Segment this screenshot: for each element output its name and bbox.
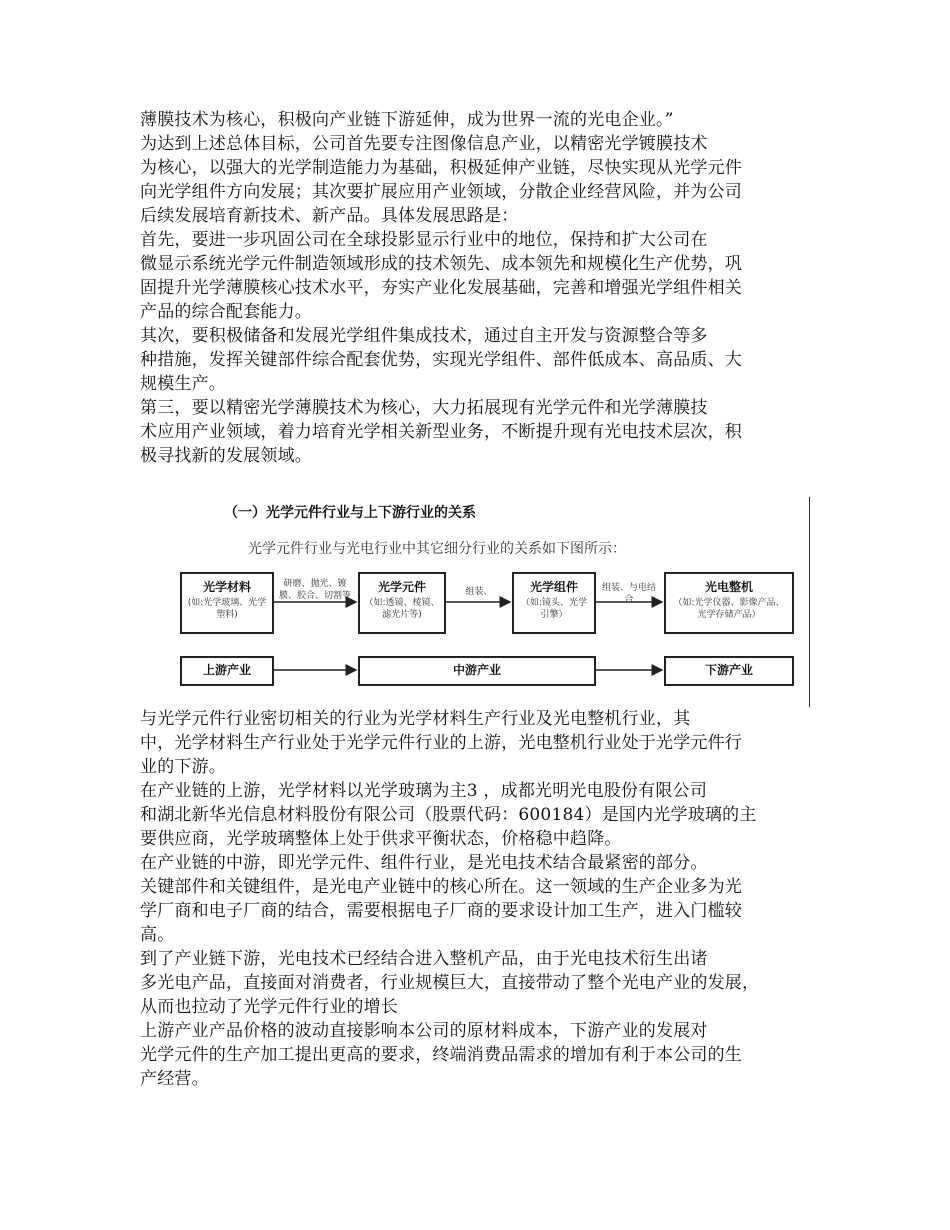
text-line: 首先，要进一步巩固公司在全球投影显示行业中的地位，保持和扩大公司在 xyxy=(140,230,708,250)
text-line: 产品的综合配套能力。 xyxy=(140,302,312,322)
industry-midstream: 中游产业 xyxy=(358,656,596,686)
box-title: 光学组件 xyxy=(529,580,578,594)
box-subtitle: （如:透镜、棱镜、滤光片等) xyxy=(364,598,440,620)
box-optical-material xyxy=(180,572,274,634)
text-line: 在产业链的中游，即光学元件、组件行业，是光电技术结合最紧密的部分。 xyxy=(140,853,708,873)
box-subtitle: (如:光学玻璃、光学塑料) xyxy=(187,598,267,620)
text-line: 上游产业产品价格的波动直接影响本公司的原材料成本，下游产业的发展对 xyxy=(140,1021,708,1041)
text-line: 从而也拉动了光学元件行业的增长 xyxy=(140,997,398,1017)
flow-label-electric: 组装、与电结合 xyxy=(601,583,656,605)
text-line: 要供应商，光学玻璃整体上处于供求平衡状态，价格稳中趋降。 xyxy=(140,829,622,849)
box-title: 光学材料 xyxy=(202,580,251,594)
text-line: 关键部件和关键组件，是光电产业链中的核心所在。这一领域的生产企业多为光 xyxy=(140,877,742,897)
text-line: 其次，要积极储备和发展光学组件集成技术，通过自主开发与资源整合等多 xyxy=(140,326,708,346)
text-line: 多光电产品，直接面对消费者，行业规模巨大，直接带动了整个光电产业的发展， xyxy=(140,973,760,993)
text-line: 规模生产。 xyxy=(140,374,226,394)
text-line: 与光学元件行业密切相关的行业为光学材料生产行业及光电整机行业，其 xyxy=(140,709,691,729)
text-line: 术应用产业领域，着力培育光学相关新型业务，不断提升现有光电技术层次，积 xyxy=(140,422,742,442)
text-line: 向光学组件方向发展；其次要扩展应用产业领域，分散企业经营风险，并为公司 xyxy=(140,182,742,202)
text-line: 为达到上述总体目标，公司首先要专注图像信息产业，以精密光学镀膜技术 xyxy=(140,134,708,154)
box-title: 光学元件 xyxy=(377,580,426,594)
text-line: 到了产业链下游，光电技术已经结合进入整机产品，由于光电技术衍生出诸 xyxy=(140,949,708,969)
box-optoelectronic-machine xyxy=(664,572,794,634)
box-optical-component xyxy=(512,572,596,634)
text-line: 极寻找新的发展领域。 xyxy=(140,446,312,466)
box-title: 光电整机 xyxy=(704,580,753,594)
text-line: 固提升光学薄膜核心技术水平，夯实产业化发展基础，完善和增强光学组件相关 xyxy=(140,278,742,298)
text-line: 第三，要以精密光学薄膜技术为核心，大力拓展现有光学元件和光学薄膜技 xyxy=(140,398,708,418)
text-line: 为核心，以强大的光学制造能力为基础，积极延伸产业链，尽快实现从光学元件 xyxy=(140,158,742,178)
text-line: 业的下游。 xyxy=(140,757,226,777)
figure-heading: （一）光学元件行业与上下游行业的关系 xyxy=(224,505,476,521)
figure-caption: 光学元件行业与光电行业中其它细分行业的关系如下图所示： xyxy=(248,541,626,557)
text-line: 光学元件的生产加工提出更高的要求，终端消费品需求的增加有利于本公司的生 xyxy=(140,1045,742,1065)
box-subtitle: （如:镜头、光学引擎） xyxy=(520,598,588,620)
text-line: 和湖北新华光信息材料股份有限公司（股票代码：600184）是国内光学玻璃的主 xyxy=(140,805,757,825)
flow-label-processing: 研磨、抛光、镀膜、胶合、切割等 xyxy=(278,579,351,601)
industry-downstream: 下游产业 xyxy=(664,656,794,686)
text-line: 在产业链的上游，光学材料以光学玻璃为主3 ，成都光明光电股份有限公司 xyxy=(140,781,708,801)
text-line: 薄膜技术为核心，积极向产业链下游延伸，成为世界一流的光电企业。” xyxy=(140,110,674,130)
text-line: 高。 xyxy=(140,925,175,945)
text-line: 种措施，发挥关键部件综合配套优势，实现光学组件、部件低成本、高品质、大 xyxy=(140,350,742,370)
flow-label-assembly: 组装、 xyxy=(465,587,493,597)
text-line: 中，光学材料生产行业处于光学元件行业的上游，光电整机行业处于光学元件行 xyxy=(140,733,742,753)
text-line: 微显示系统光学元件制造领域形成的技术领先、成本领先和规模化生产优势，巩 xyxy=(140,254,742,274)
text-line: 学厂商和电子厂商的结合，需要根据电子厂商的要求设计加工生产，进入门槛较 xyxy=(140,901,742,921)
text-line: 后续发展培育新技术、新产品。具体发展思路是： xyxy=(140,206,519,226)
box-optical-element xyxy=(358,572,446,634)
box-subtitle: （如:光学仪器、影像产品、光学存储产品） xyxy=(673,598,785,620)
text-line: 产经营。 xyxy=(140,1069,209,1089)
industry-chain-figure xyxy=(172,492,812,704)
industry-upstream: 上游产业 xyxy=(180,656,274,686)
